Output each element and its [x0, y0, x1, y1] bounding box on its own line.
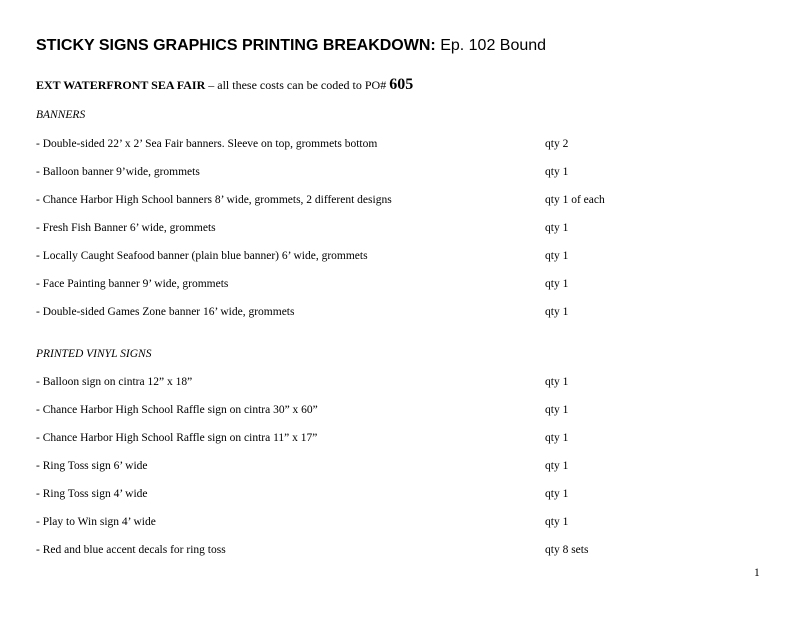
banner-item-desc: - Chance Harbor High School banners 8’ wide, grommets, 2 different designs [36, 194, 392, 206]
vinyl-item-qty: qty 8 sets [545, 544, 589, 556]
vinyl-item-desc: - Red and blue accent decals for ring toss [36, 544, 226, 556]
banner-item-qty: qty 1 [545, 278, 569, 290]
banner-item-qty: qty 1 of each [545, 194, 605, 206]
category-vinyl-signs: PRINTED VINYL SIGNS [36, 348, 152, 360]
banner-item-desc: - Face Painting banner 9’ wide, grommets [36, 278, 229, 290]
vinyl-item-desc: - Ring Toss sign 6’ wide [36, 460, 148, 472]
banner-item-qty: qty 1 [545, 306, 569, 318]
vinyl-item-desc: - Balloon sign on cintra 12” x 18” [36, 376, 193, 388]
category-banners: BANNERS [36, 109, 86, 121]
vinyl-item-qty: qty 1 [545, 432, 569, 444]
section-location: EXT WATERFRONT SEA FAIR [36, 78, 206, 92]
banner-item-qty: qty 1 [545, 250, 569, 262]
po-number: 605 [389, 76, 414, 93]
vinyl-item-qty: qty 1 [545, 460, 569, 472]
banner-item-qty: qty 1 [545, 222, 569, 234]
banner-item-qty: qty 1 [545, 166, 569, 178]
banner-item-desc: - Double-sided 22’ x 2’ Sea Fair banners. Sleeve on top, grommets bottom [36, 138, 378, 150]
document-title [36, 37, 546, 55]
banner-item-desc: - Balloon banner 9’wide, grommets [36, 166, 200, 178]
vinyl-item-desc: - Chance Harbor High School Raffle sign on cintra 11” x 17” [36, 432, 318, 444]
page-number: 1 [754, 567, 760, 579]
section-header [36, 76, 413, 94]
title-episode: Ep. 102 Bound [440, 37, 547, 54]
title-heading: STICKY SIGNS GRAPHICS PRINTING BREAKDOWN: [36, 37, 436, 54]
vinyl-item-desc: - Chance Harbor High School Raffle sign on cintra 30” x 60” [36, 404, 318, 416]
banner-item-qty: qty 2 [545, 138, 569, 150]
banner-item-desc: - Double-sided Games Zone banner 16’ wide, grommets [36, 306, 295, 318]
vinyl-item-qty: qty 1 [545, 376, 569, 388]
vinyl-item-desc: - Ring Toss sign 4’ wide [36, 488, 148, 500]
vinyl-item-qty: qty 1 [545, 488, 569, 500]
vinyl-item-qty: qty 1 [545, 516, 569, 528]
banner-item-desc: - Locally Caught Seafood banner (plain blue banner) 6’ wide, grommets [36, 250, 368, 262]
vinyl-item-desc: - Play to Win sign 4’ wide [36, 516, 156, 528]
vinyl-item-qty: qty 1 [545, 404, 569, 416]
banner-item-desc: - Fresh Fish Banner 6’ wide, grommets [36, 222, 216, 234]
section-note: – all these costs can be coded to PO# [205, 78, 390, 92]
